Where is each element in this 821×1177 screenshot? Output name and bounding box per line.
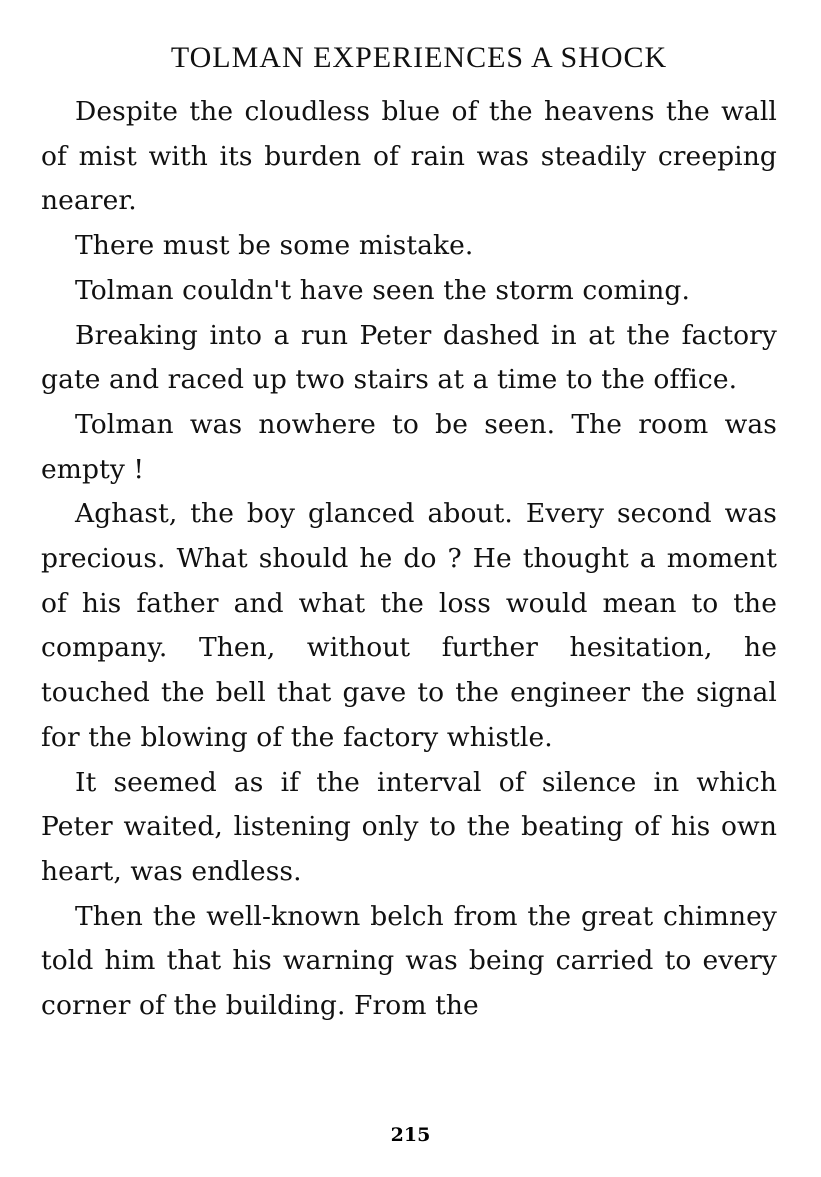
paragraph: There must be some mistake. <box>75 230 474 262</box>
page-number: 215 <box>390 1124 431 1146</box>
body-text <box>41 90 777 1029</box>
paragraph: Breaking into a run Peter dashed in at the factory gate and raced up two stairs at a time to the office. <box>41 319 777 396</box>
paragraph: Then the well-known belch from the great chimney told him that his warning was being carried to every corner of the building. From the <box>41 900 777 1022</box>
paragraph: Aghast, the boy glanced about. Every second was precious. What should he do ? He thought a moment of his father and what the loss would mean to the company. Then, without further hesitation, he touched the bell that gave to the engineer the signal for the blowing of the factory whistle. <box>41 498 777 753</box>
paragraph: It seemed as if the interval of silence in which Peter waited, listening only to the beating of his own heart, was endless. <box>41 766 777 887</box>
paragraph: Tolman was nowhere to be seen. The room was empty ! <box>41 408 777 485</box>
running-head: TOLMAN EXPERIENCES A SHOCK <box>170 41 668 74</box>
paragraph: Tolman couldn't have seen the storm coming. <box>75 274 690 306</box>
paragraph: Despite the cloudless blue of the heavens the wall of mist with its burden of rain was steadily creeping nearer. <box>41 96 777 217</box>
